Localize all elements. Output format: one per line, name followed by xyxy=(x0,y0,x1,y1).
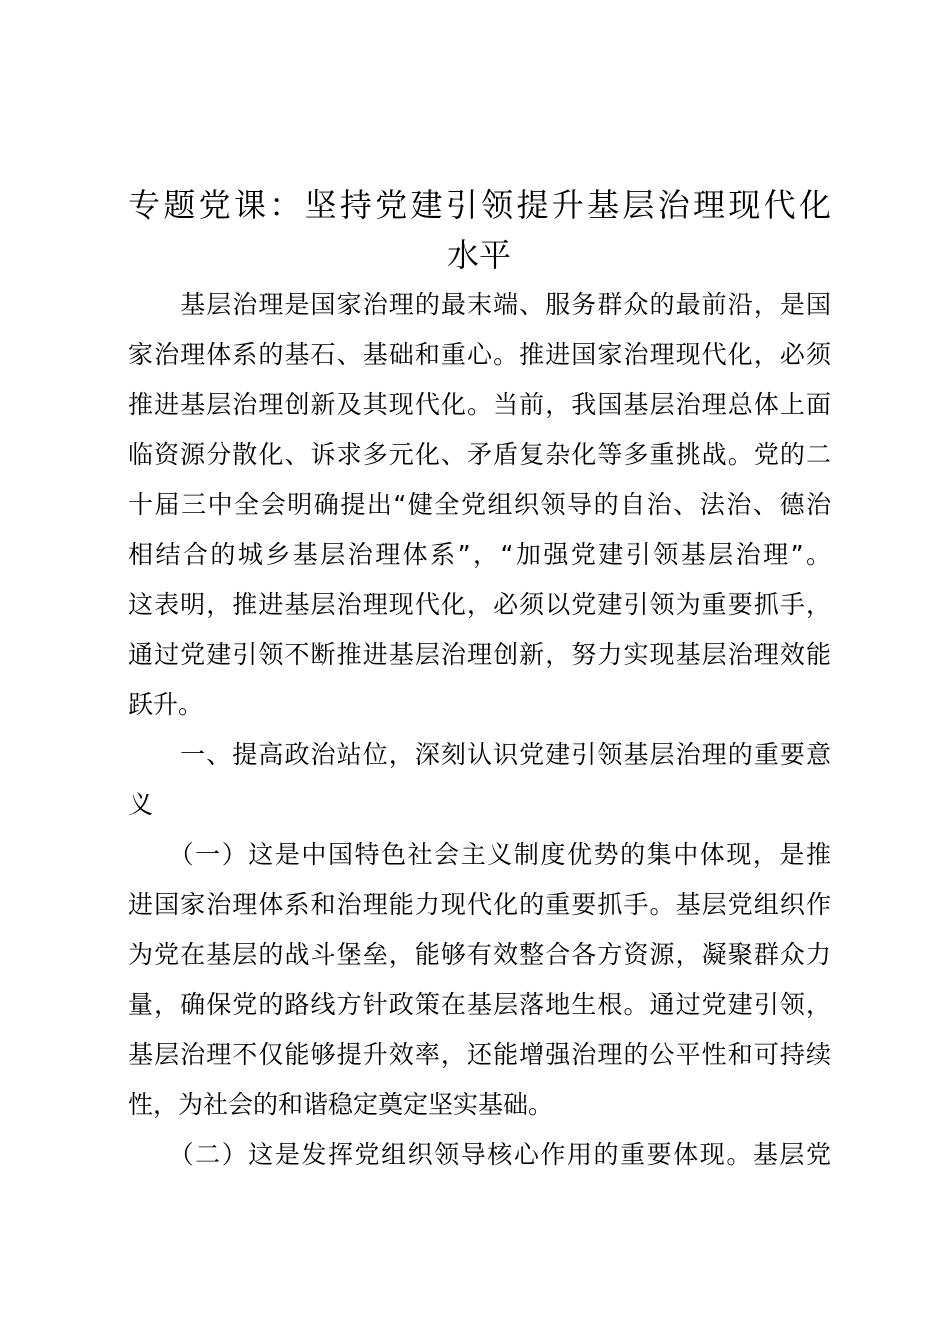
body-text-line: 为党在基层的战斗堡垒，能够有效整合各方资源，凝聚群众力 xyxy=(128,940,831,969)
body-text-line: 跃升。 xyxy=(128,690,204,719)
document-title-line-1: 专题党课：坚持党建引领提升基层治理现代化 xyxy=(128,186,831,224)
body-text-line: 临资源分散化、诉求多元化、矛盾复杂化等多重挑战。党的二 xyxy=(128,440,831,469)
body-text-line: 相结合的城乡基层治理体系”，“加强党建引领基层治理”。 xyxy=(128,540,831,569)
document-title-line-2: 水平 xyxy=(446,236,511,274)
body-text-line: 通过党建引领不断推进基层治理创新，努力实现基层治理效能 xyxy=(128,640,831,669)
body-text-line: 义 xyxy=(128,790,154,819)
body-text-line: 推进基层治理创新及其现代化。当前，我国基层治理总体上面 xyxy=(128,390,831,419)
body-text-line: 基层治理是国家治理的最末端、服务群众的最前沿，是国 xyxy=(128,290,831,319)
body-text-line: 基层治理不仅能够提升效率，还能增强治理的公平性和可持续 xyxy=(128,1040,831,1069)
body-text-line: 家治理体系的基石、基础和重心。推进国家治理现代化，必须 xyxy=(128,340,831,369)
body-text-line: （一）这是中国特色社会主义制度优势的集中体现，是推 xyxy=(128,840,831,869)
body-text-line: 性，为社会的和谐稳定奠定坚实基础。 xyxy=(128,1090,554,1119)
body-text-line: 量，确保党的路线方针政策在基层落地生根。通过党建引领， xyxy=(128,990,831,1019)
body-text-line: （二）这是发挥党组织领导核心作用的重要体现。基层党 xyxy=(128,1140,831,1169)
body-text-line: 十届三中全会明确提出“健全党组织领导的自治、法治、德治 xyxy=(128,490,831,519)
body-text-line: 进国家治理体系和治理能力现代化的重要抓手。基层党组织作 xyxy=(128,890,831,919)
body-text-line: 一、提高政治站位，深刻认识党建引领基层治理的重要意 xyxy=(128,740,831,769)
body-text-line: 这表明，推进基层治理现代化，必须以党建引领为重要抓手， xyxy=(128,590,831,619)
